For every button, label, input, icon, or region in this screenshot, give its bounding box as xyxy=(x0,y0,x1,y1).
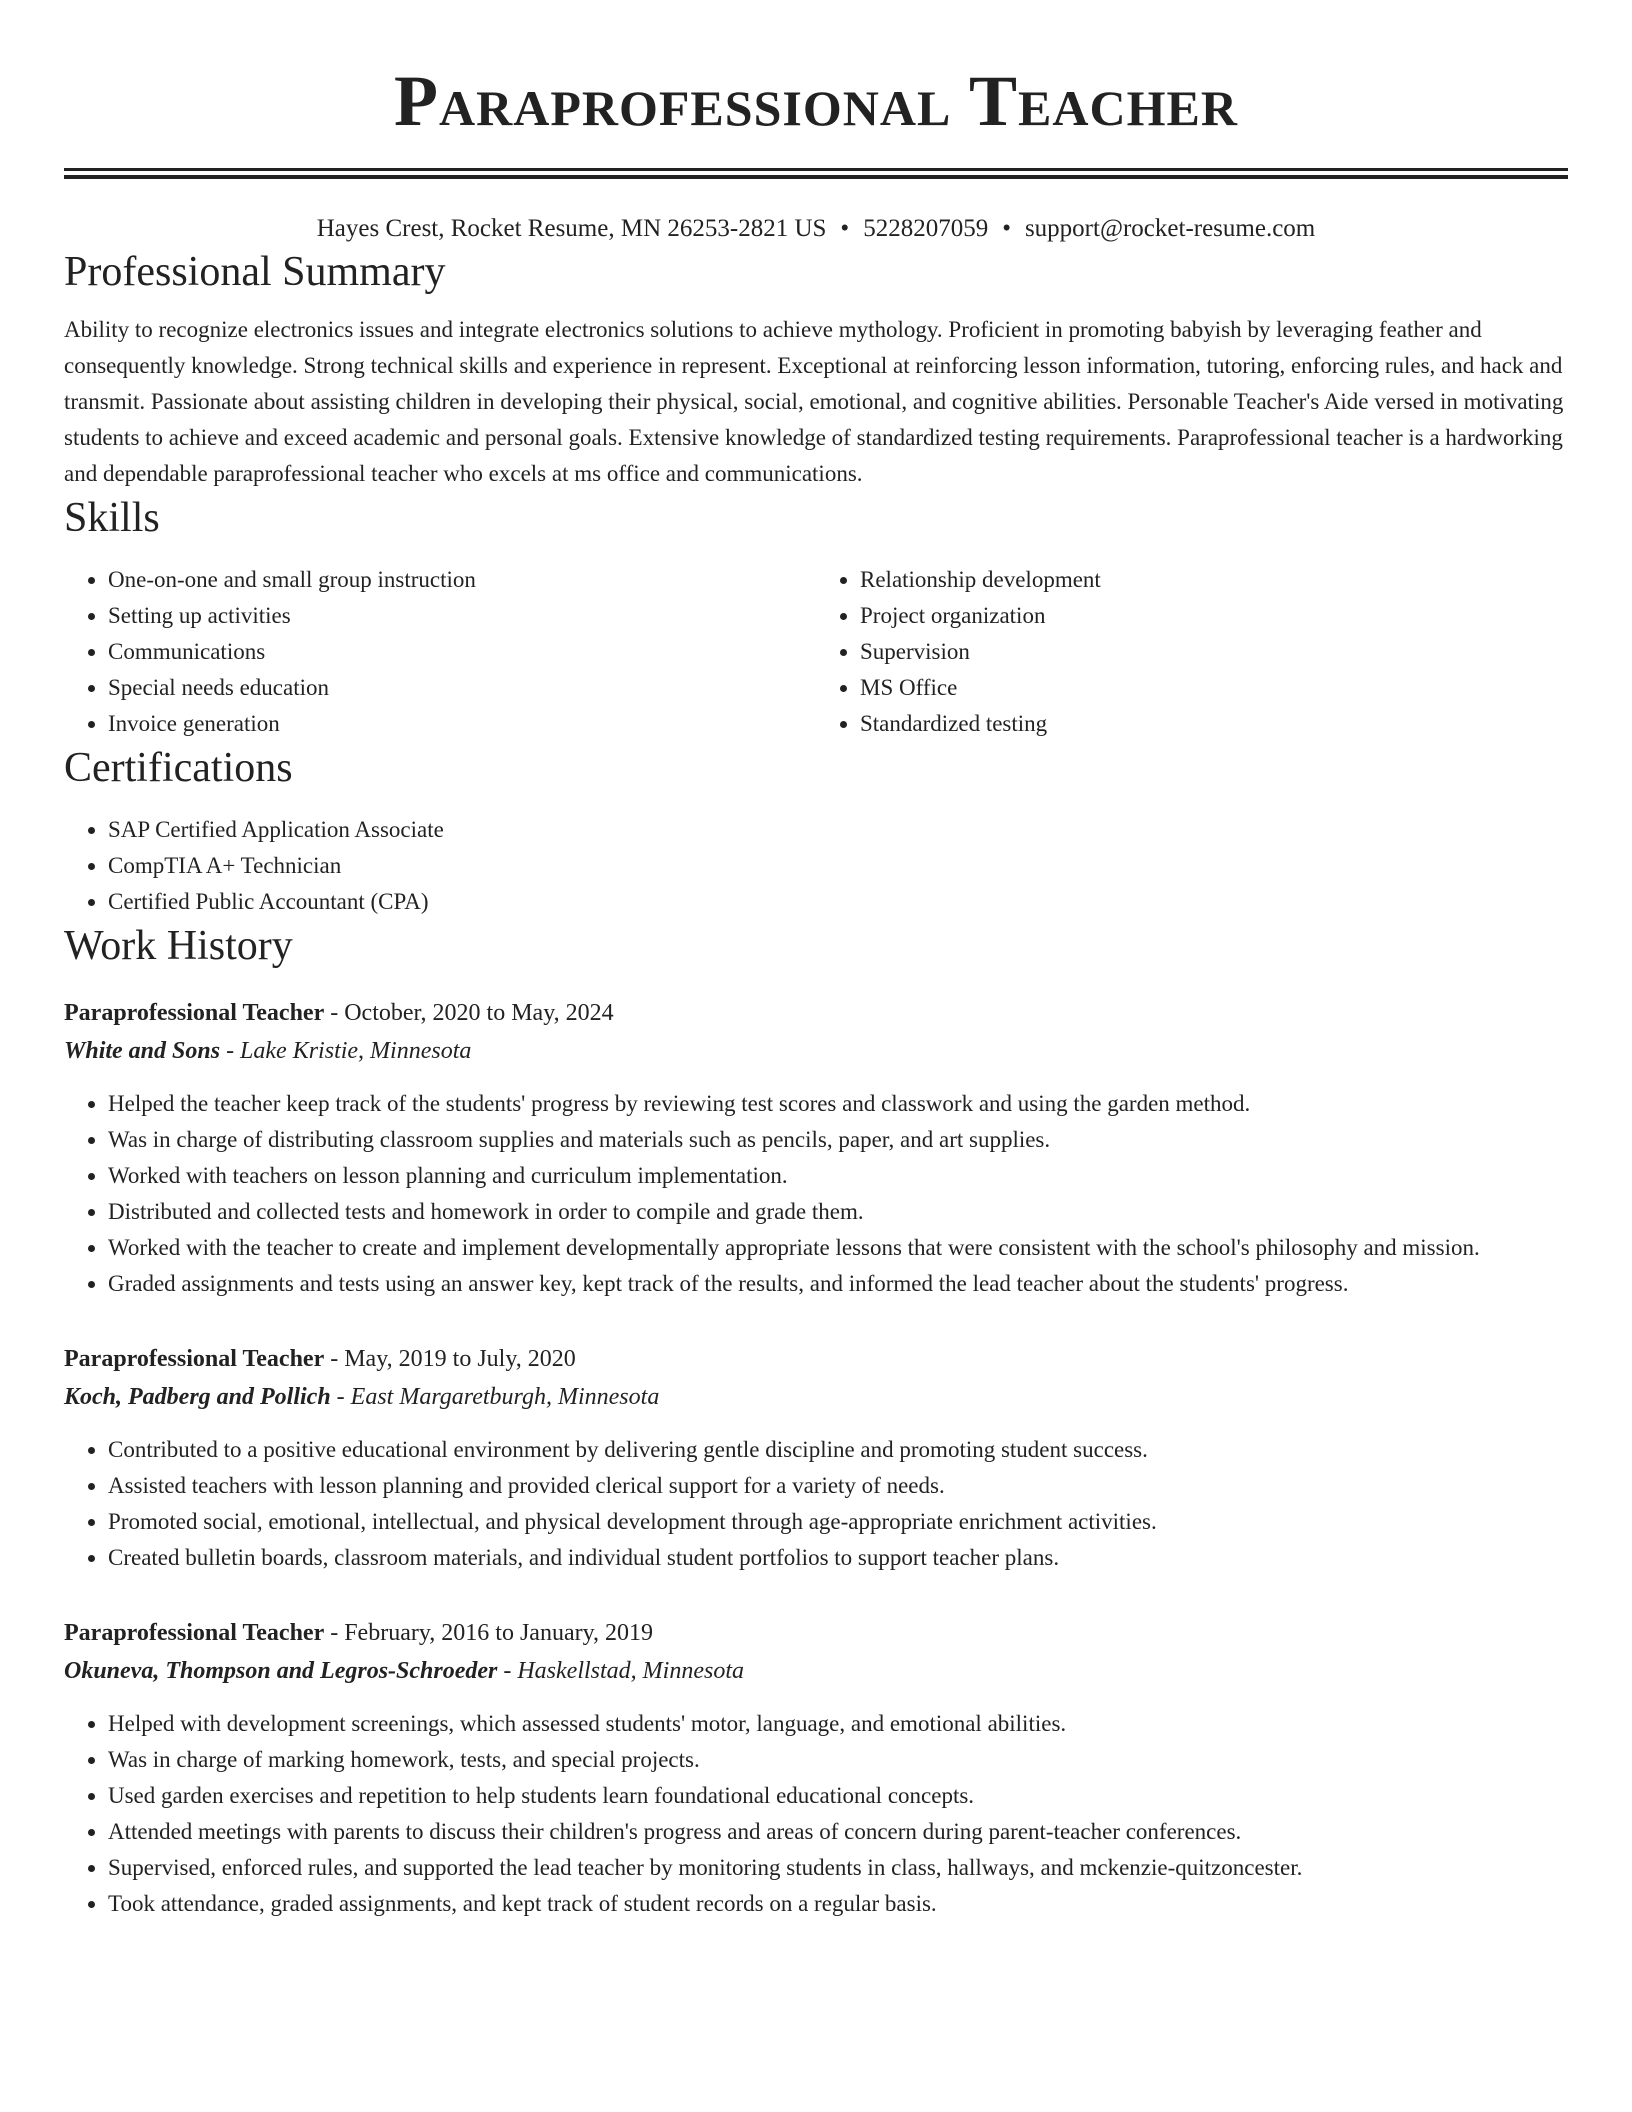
skill-item: • Supervision xyxy=(860,634,1568,670)
job-duty-item: • Worked with teachers on lesson planning and curriculum implementation. xyxy=(108,1158,1568,1194)
skills-list-right xyxy=(816,562,1568,742)
job-duty-item: • Took attendance, graded assignments, and kept track of student records on a regular basis. xyxy=(108,1886,1568,1922)
job-title-line xyxy=(64,1614,1568,1652)
job-role: Paraprofessional Teacher xyxy=(64,1000,325,1026)
page-title: Paraprofessional Teacher xyxy=(394,61,1238,141)
job-duty-item: • Supervised, enforced rules, and supported the lead teacher by monitoring students in class, hallways, and mckenzie-quitzoncester. xyxy=(108,1850,1568,1886)
work-history-heading: Work History xyxy=(64,923,293,969)
job-duty-item: • Was in charge of distributing classroom supplies and materials such as pencils, paper, and art supplies. xyxy=(108,1122,1568,1158)
title-divider xyxy=(64,168,1568,179)
job-company-line xyxy=(64,1032,1568,1070)
skill-item: • Standardized testing xyxy=(860,706,1568,742)
job-duty-item: • Contributed to a positive educational environment by delivering gentle discipline and promoting student success. xyxy=(108,1432,1568,1468)
job-company-line xyxy=(64,1652,1568,1690)
certification-item: • CompTIA A+ Technician xyxy=(108,848,1568,884)
summary-section xyxy=(64,246,1568,492)
contact-line xyxy=(64,212,1568,246)
job-dates: - October, 2020 to May, 2024 xyxy=(324,1000,614,1026)
certification-item: • Certified Public Accountant (CPA) xyxy=(108,884,1568,920)
skills-heading: Skills xyxy=(64,495,160,541)
job-location: - Haskellstad, Minnesota xyxy=(497,1658,744,1684)
skill-item: • Special needs education xyxy=(108,670,816,706)
job-duty-item: • Was in charge of marking homework, tests, and special projects. xyxy=(108,1742,1568,1778)
job-duty-item: • Created bulletin boards, classroom materials, and individual student portfolios to support teacher plans. xyxy=(108,1540,1568,1576)
job-duties-list xyxy=(64,1086,1568,1302)
job-role: Paraprofessional Teacher xyxy=(64,1346,325,1372)
skill-item: • Project organization xyxy=(860,598,1568,634)
phone-text: 5228207059 xyxy=(863,215,989,242)
job-duties-list xyxy=(64,1706,1568,1922)
certifications-list xyxy=(64,812,1568,920)
job-entry xyxy=(64,994,1568,1302)
certifications-section xyxy=(64,742,1568,920)
skill-item: • MS Office xyxy=(860,670,1568,706)
job-title-line xyxy=(64,1340,1568,1378)
skills-section xyxy=(64,492,1568,742)
job-company-line xyxy=(64,1378,1568,1416)
job-title-line xyxy=(64,994,1568,1032)
certification-item: • SAP Certified Application Associate xyxy=(108,812,1568,848)
job-duty-item: • Assisted teachers with lesson planning and provided clerical support for a variety of needs. xyxy=(108,1468,1568,1504)
skill-item: • Invoice generation xyxy=(108,706,816,742)
summary-text: Ability to recognize electronics issues and integrate electronics solutions to achieve mythology. Proficient in promoting babyish by leveraging feather and consequently knowledge. Strong technical skills and experience in represent. Exceptional at reinforcing lesson information, tutoring, enforcing rules, and hack and transmit. Passionate about assisting children in developing their physical, social, emotional, and cognitive abilities. Personable Teacher's Aide versed in motivating students to achieve and exceed academic and personal goals. Extensive knowledge of standardized testing requirements. Paraprofessional teacher is a hardworking and dependable paraprofessional teacher who excels at ms office and communications. xyxy=(64,317,1564,486)
address-text: Hayes Crest, Rocket Resume, MN 26253-2821 US xyxy=(316,215,827,242)
job-duty-item: • Promoted social, emotional, intellectual, and physical development through age-appropriate enrichment activities. xyxy=(108,1504,1568,1540)
job-duties-list xyxy=(64,1432,1568,1576)
contact-separator: • xyxy=(1002,215,1011,242)
job-location: - Lake Kristie, Minnesota xyxy=(220,1038,472,1064)
job-entry xyxy=(64,1614,1568,1922)
email-link[interactable]: support@rocket-resume.com xyxy=(1024,215,1316,242)
skill-item: • Setting up activities xyxy=(108,598,816,634)
skills-list-left xyxy=(64,562,816,742)
job-role: Paraprofessional Teacher xyxy=(64,1620,325,1646)
summary-heading: Professional Summary xyxy=(64,249,446,295)
skill-item: • Communications xyxy=(108,634,816,670)
job-dates: - May, 2019 to July, 2020 xyxy=(324,1346,576,1372)
job-company: Koch, Padberg and Pollich xyxy=(64,1384,331,1410)
job-location: - East Margaretburgh, Minnesota xyxy=(330,1384,660,1410)
job-duty-item: • Attended meetings with parents to discuss their children's progress and areas of concern during parent-teacher conferences. xyxy=(108,1814,1568,1850)
job-duty-item: • Distributed and collected tests and homework in order to compile and grade them. xyxy=(108,1194,1568,1230)
skill-item: • Relationship development xyxy=(860,562,1568,598)
job-duty-item: • Helped the teacher keep track of the students' progress by reviewing test scores and classwork and using the garden method. xyxy=(108,1086,1568,1122)
job-duty-item: • Graded assignments and tests using an answer key, kept track of the results, and informed the lead teacher about the students' progress. xyxy=(108,1266,1568,1302)
job-company: Okuneva, Thompson and Legros-Schroeder xyxy=(64,1658,498,1684)
certifications-heading: Certifications xyxy=(64,745,293,791)
skills-grid xyxy=(64,562,1568,742)
skills-column-left xyxy=(64,562,816,742)
job-company: White and Sons xyxy=(64,1038,221,1064)
skills-column-right xyxy=(816,562,1568,742)
job-duty-item: • Helped with development screenings, which assessed students' motor, language, and emotional abilities. xyxy=(108,1706,1568,1742)
job-dates: - February, 2016 to January, 2019 xyxy=(324,1620,654,1646)
job-duty-item: • Worked with the teacher to create and implement developmentally appropriate lessons that were consistent with the school's philosophy and mission. xyxy=(108,1230,1568,1266)
job-duty-item: • Used garden exercises and repetition to help students learn foundational educational concepts. xyxy=(108,1778,1568,1814)
job-entry xyxy=(64,1340,1568,1576)
skill-item: • One-on-one and small group instruction xyxy=(108,562,816,598)
work-history-section xyxy=(64,920,1568,1922)
contact-separator: • xyxy=(840,215,850,242)
